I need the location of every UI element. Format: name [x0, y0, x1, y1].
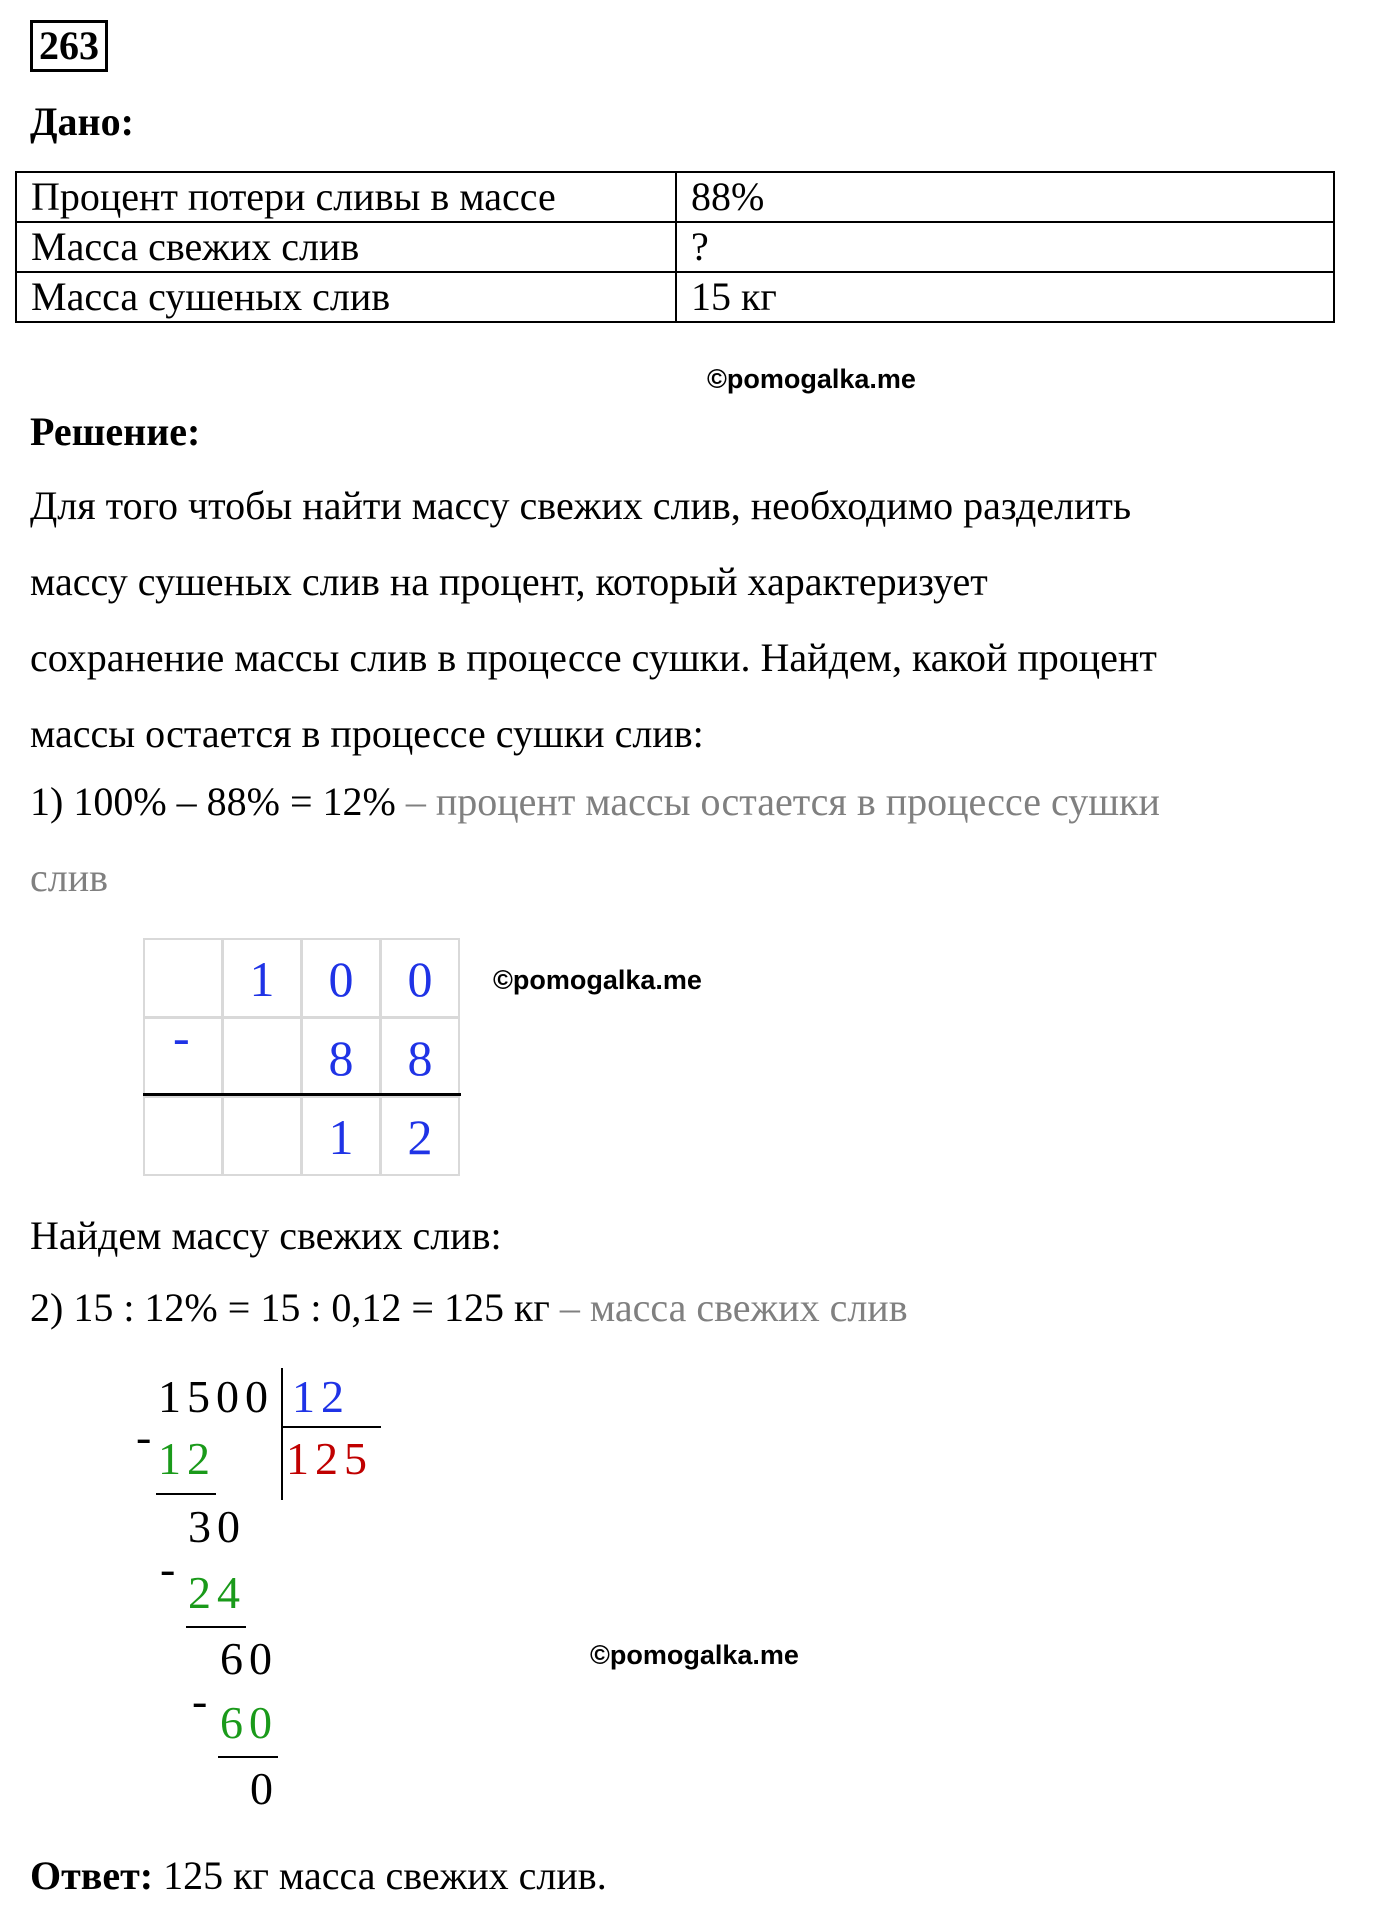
step1-comment-cont: слив	[30, 855, 109, 900]
minus-sign: -	[192, 1675, 214, 1726]
result-separator	[143, 1093, 461, 1096]
remainder: 60	[220, 1633, 278, 1684]
given-label: Процент потери сливы в массе	[16, 172, 676, 222]
subtract-underline	[156, 1493, 216, 1495]
watermark: ©pomogalka.me	[493, 965, 702, 995]
grid-cell	[222, 1017, 302, 1097]
division-underline	[281, 1426, 381, 1428]
grid-cell	[222, 1096, 302, 1176]
step2-line	[30, 1270, 908, 1346]
find-mass-line: Найдем массу свежих слив:	[30, 1213, 502, 1258]
subtract-value: 60	[220, 1697, 278, 1748]
solution-line: Для того чтобы найти массу свежих слив, необходимо разделить	[30, 483, 1132, 528]
grid-cell-digit: 0	[301, 938, 381, 1018]
step1-formula: 1) 100% – 88% = 12%	[30, 779, 396, 824]
table-row	[16, 272, 1334, 322]
grid-cell-digit: 1	[301, 1096, 381, 1176]
watermark: ©pomogalka.me	[707, 364, 916, 394]
dividend: 1500	[158, 1371, 274, 1422]
subtraction-grid	[143, 938, 461, 1176]
solution-heading: Решение:	[30, 409, 201, 454]
minus-sign: -	[173, 1009, 190, 1065]
grid-cell-digit: 8	[301, 1017, 381, 1097]
minus-sign: -	[160, 1543, 182, 1594]
given-value: 88%	[676, 172, 1334, 222]
answer-line	[30, 1838, 607, 1914]
division-bar	[281, 1368, 283, 1500]
grid-cell-digit: 0	[380, 938, 460, 1018]
grid-cell-digit: 2	[380, 1096, 460, 1176]
subtract-underline	[218, 1756, 278, 1758]
grid-cell-digit: 8	[380, 1017, 460, 1097]
problem-number: 263	[30, 20, 108, 72]
answer-text: 125 кг масса свежих слив.	[153, 1853, 607, 1898]
answer-label: Ответ:	[30, 1853, 154, 1898]
quotient: 125	[286, 1433, 373, 1484]
remainder: 30	[188, 1501, 246, 1552]
grid-cell	[143, 1096, 223, 1176]
step2-formula: 2) 15 : 12% = 15 : 0,12 = 125 кг	[30, 1285, 550, 1330]
step1-comment: – процент массы остается в процессе сушки	[395, 779, 1160, 824]
given-table	[15, 171, 1335, 323]
grid-cell-digit: 1	[222, 938, 302, 1018]
watermark: ©pomogalka.me	[590, 1640, 799, 1670]
solution-line: массы остается в процессе сушки слив:	[30, 711, 704, 756]
table-row	[16, 172, 1334, 222]
divisor: 12	[292, 1371, 350, 1422]
given-value: 15 кг	[676, 272, 1334, 322]
given-label: Масса свежих слив	[16, 222, 676, 272]
step2-comment: – масса свежих слив	[549, 1285, 908, 1330]
given-value: ?	[676, 222, 1334, 272]
subtract-underline	[186, 1626, 246, 1628]
solution-line: сохранение массы слив в процессе сушки. Найдем, какой процент	[30, 635, 1157, 680]
step1-line	[30, 764, 1160, 840]
given-label: Масса сушеных слив	[16, 272, 676, 322]
subtract-value: 24	[188, 1567, 246, 1618]
given-heading: Дано:	[30, 99, 134, 144]
remainder: 0	[250, 1763, 279, 1814]
minus-sign: -	[136, 1411, 158, 1462]
table-row	[16, 222, 1334, 272]
solution-line: массу сушеных слив на процент, который характеризует	[30, 559, 988, 604]
subtract-value: 12	[158, 1433, 216, 1484]
grid-cell	[143, 938, 223, 1018]
